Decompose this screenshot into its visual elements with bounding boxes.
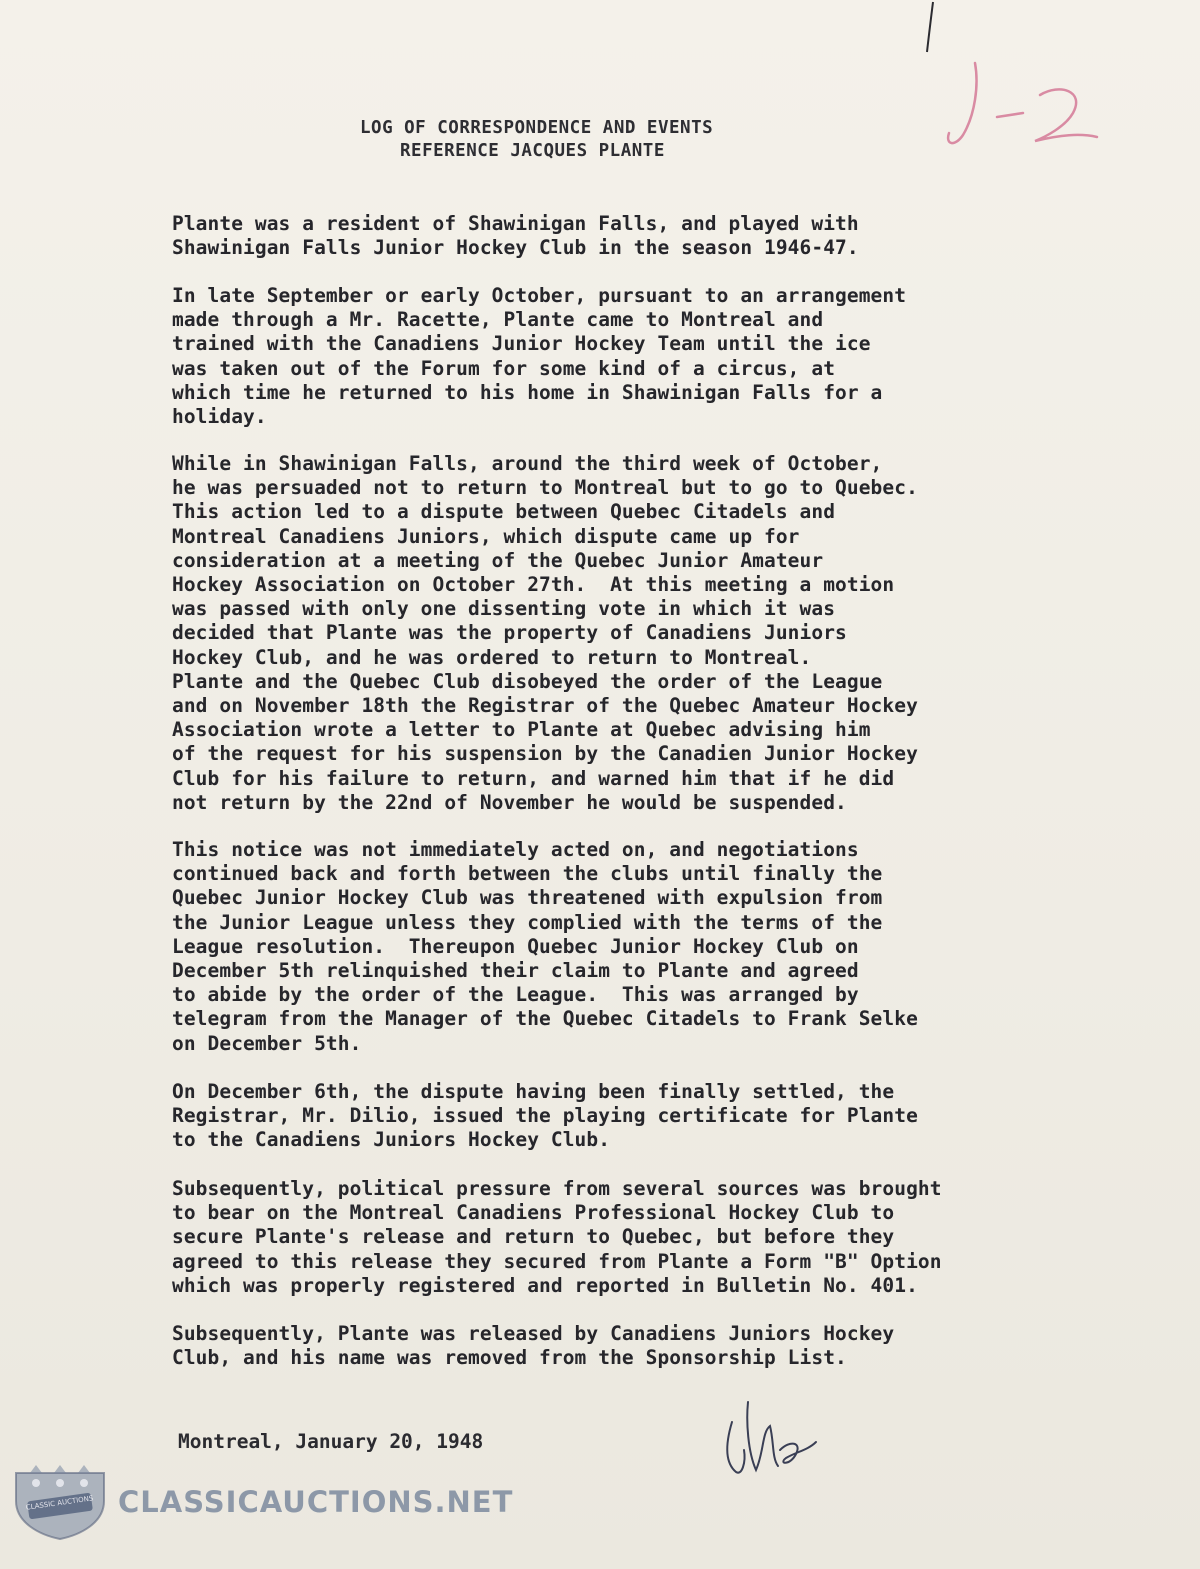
- paragraph-5: On December 6th, the dispute having been finally settled, the Registrar, Mr. Dilio, issued the playing certificate for Plante to the Canadiens Juniors Hockey Club.: [172, 1080, 918, 1152]
- watermark-text: CLASSICAUCTIONS.NET: [118, 1485, 514, 1519]
- handwritten-initials-signature: [712, 1392, 822, 1482]
- pen-stroke-mark: [915, 0, 945, 60]
- paragraph-1: Plante was a resident of Shawinigan Falls, and played with Shawinigan Falls Junior Hockey Club in the season 1946-47.: [172, 212, 859, 260]
- paragraph-7: Subsequently, Plante was released by Canadiens Juniors Hockey Club, and his name was removed from the Sponsorship List.: [172, 1322, 895, 1370]
- paragraph-4: This notice was not immediately acted on, and negotiations continued back and forth between the clubs until finally the Quebec Junior Hockey Club was threatened with expulsion from the Junior League unless they complied with the terms of the League resolution. Thereupon Quebec Junior Hockey Club on December 5th relinquished their claim to Plante and agreed to abide by the order of the League. This was arranged by telegram from the Manager of the Quebec Citadels to Frank Selke on December 5th.: [172, 838, 918, 1055]
- title-line-2: REFERENCE JACQUES PLANTE: [400, 141, 665, 161]
- paragraph-3: While in Shawinigan Falls, around the third week of October, he was persuaded not to return to Montreal but to go to Quebec. This action led to a dispute between Quebec Citadels and Montreal Canadiens Juniors, which dispute came up for consideration at a meeting of the Quebec Junior Amateur Hockey Association on October 27th. At this meeting a motion was passed with only one dissenting vote in which it was decided that Plante was the property of Canadiens Juniors Hockey Club, and he was ordered to return to Montreal. Plante and the Quebec Club disobeyed the order of the League and on November 18th the Registrar of the Quebec Amateur Hockey Association wrote a letter to Plante at Quebec advising him of the request for his suspension by the Canadien Junior Hockey Club for his failure to return, and warned him that if he did not return by the 22nd of November he would be suspended.: [172, 452, 918, 814]
- paragraph-6: Subsequently, political pressure from several sources was brought to bear on the Montreal Canadiens Professional Hockey Club to secure Plante's release and return to Quebec, but before they agreed to this release they secured from Plante a Form "B" Option which was properly registered and reported in Bulletin No. 401.: [172, 1177, 942, 1297]
- handwritten-margin-mark: [935, 55, 1105, 165]
- paragraph-2: In late September or early October, pursuant to an arrangement made through a Mr. Racette, Plante came to Montreal and trained with the Canadiens Junior Hockey Team until the ice was taken out of the Forum for some kind of a circus, at which time he returned to his home in Shawinigan Falls for a holiday.: [172, 284, 907, 429]
- dateline: Montreal, January 20, 1948: [178, 1430, 484, 1453]
- title-line-1: LOG OF CORRESPONDENCE AND EVENTS: [360, 118, 714, 138]
- svg-text:CLASSIC AUCTIONS: CLASSIC AUCTIONS: [25, 1494, 94, 1512]
- shield-logo-icon: [10, 1463, 110, 1541]
- document-title: [360, 117, 713, 163]
- watermark: [10, 1462, 513, 1542]
